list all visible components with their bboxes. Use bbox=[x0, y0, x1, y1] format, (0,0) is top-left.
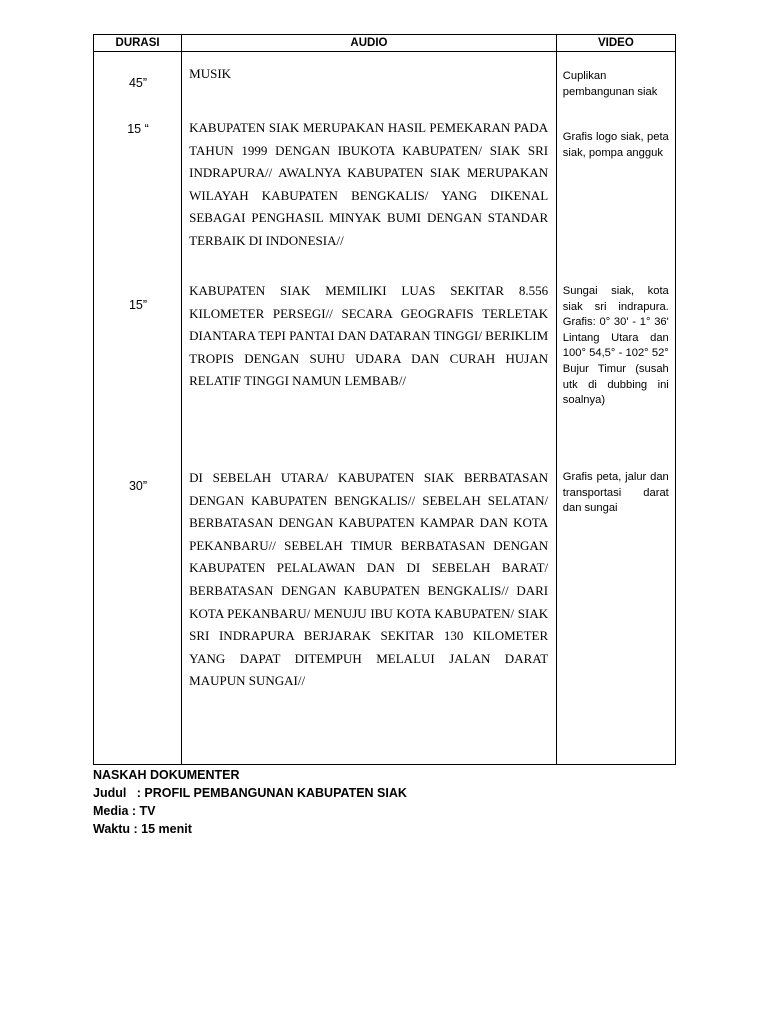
durasi-row-3: 15” bbox=[128, 298, 148, 312]
header-video: VIDEO bbox=[556, 35, 675, 52]
video-row-4: Grafis peta, jalur dan transportasi darat dan sungai bbox=[562, 471, 669, 515]
video-row-1: Cuplikan pembangunan siak bbox=[562, 70, 658, 98]
audio-row-4: DI SEBELAH UTARA/ KABUPATEN SIAK BERBATASAN DENGAN KABUPATEN BENGKALIS// SEBELAH SELATAN/ BERBATASAN DENGAN KABUPATEN KAMPAR DAN KOTA PEKANBARU// SEBELAH TIMUR BERBATASAN DENGAN KABUPATEN PELALAWAN DAN DI SEBELAH BARAT/ BERBATASAN DENGAN KABUPATEN BENGKALIS// DARI KOTA PEKANBARU/ MENUJU IBU KOTA KABUPATEN/ SIAK SRI INDRAPURA BERJARAK SEKITAR 130 KILOMETER YANG DAPAT DITEMPUH MELALUI JALAN DARAT MAUPUN SUNGAI// bbox=[189, 470, 549, 689]
media-label: Media : bbox=[93, 804, 137, 818]
audio-row-3: KABUPATEN SIAK MEMILIKI LUAS SEKITAR 8.556 KILOMETER PERSEGI// SECARA GEOGRAFIS TERLETAK DIANTARA TEPI PANTAI DAN DATARAN TINGGI/ BERIKLIM TROPIS DENGAN SUHU UDARA DAN CURAH HUJAN RELATIF TINGGI NAMUN LEMBAB// bbox=[189, 283, 549, 389]
header-audio: AUDIO bbox=[182, 35, 557, 52]
video-row-3: Sungai siak, kota siak sri indrapura. Grafis: 0° 30' - 1° 36' Lintang Utara dan 100° 54,5° - 102° 52° Bujur Timur (susah utk di dubbing ini soalnya) bbox=[562, 285, 669, 407]
audio-row-2: KABUPATEN SIAK MERUPAKAN HASIL PEMEKARAN PADA TAHUN 1999 DENGAN IBUKOTA KABUPATEN/ SIAK SRI INDRAPURA// AWALNYA KABUPATEN SIAK MERUPAKAN WILAYAH KABUPATEN BENGKALIS/ YANG DIKENAL SEBAGAI PENGHASIL MINYAK BUMI DENGAN STANDAR TERBAIK DI INDONESIA// bbox=[189, 120, 549, 248]
media-value: TV bbox=[139, 804, 156, 818]
video-row-2: Grafis logo siak, peta siak, pompa angguk bbox=[562, 131, 669, 159]
header-durasi: DURASI bbox=[94, 35, 182, 52]
video-column bbox=[556, 52, 675, 765]
audio-row-1: MUSIK bbox=[189, 66, 232, 81]
judul-value: PROFIL PEMBANGUNAN KABUPATEN SIAK bbox=[144, 786, 407, 800]
document-title: NASKAH DOKUMENTER bbox=[93, 768, 240, 782]
waktu-value: 15 menit bbox=[141, 822, 192, 836]
audio-column bbox=[182, 52, 557, 765]
durasi-row-4: 30” bbox=[128, 479, 148, 493]
script-table bbox=[93, 34, 676, 765]
waktu-line bbox=[93, 820, 407, 838]
judul-label: Judul : bbox=[93, 786, 141, 800]
document-info bbox=[93, 766, 407, 838]
durasi-column bbox=[94, 52, 182, 765]
durasi-row-2: 15 “ bbox=[127, 122, 149, 136]
waktu-label: Waktu : bbox=[93, 822, 138, 836]
durasi-row-1: 45” bbox=[128, 76, 148, 90]
table-header-row bbox=[94, 35, 676, 52]
table-body-row bbox=[94, 52, 676, 765]
judul-line bbox=[93, 784, 407, 802]
media-line bbox=[93, 802, 407, 820]
